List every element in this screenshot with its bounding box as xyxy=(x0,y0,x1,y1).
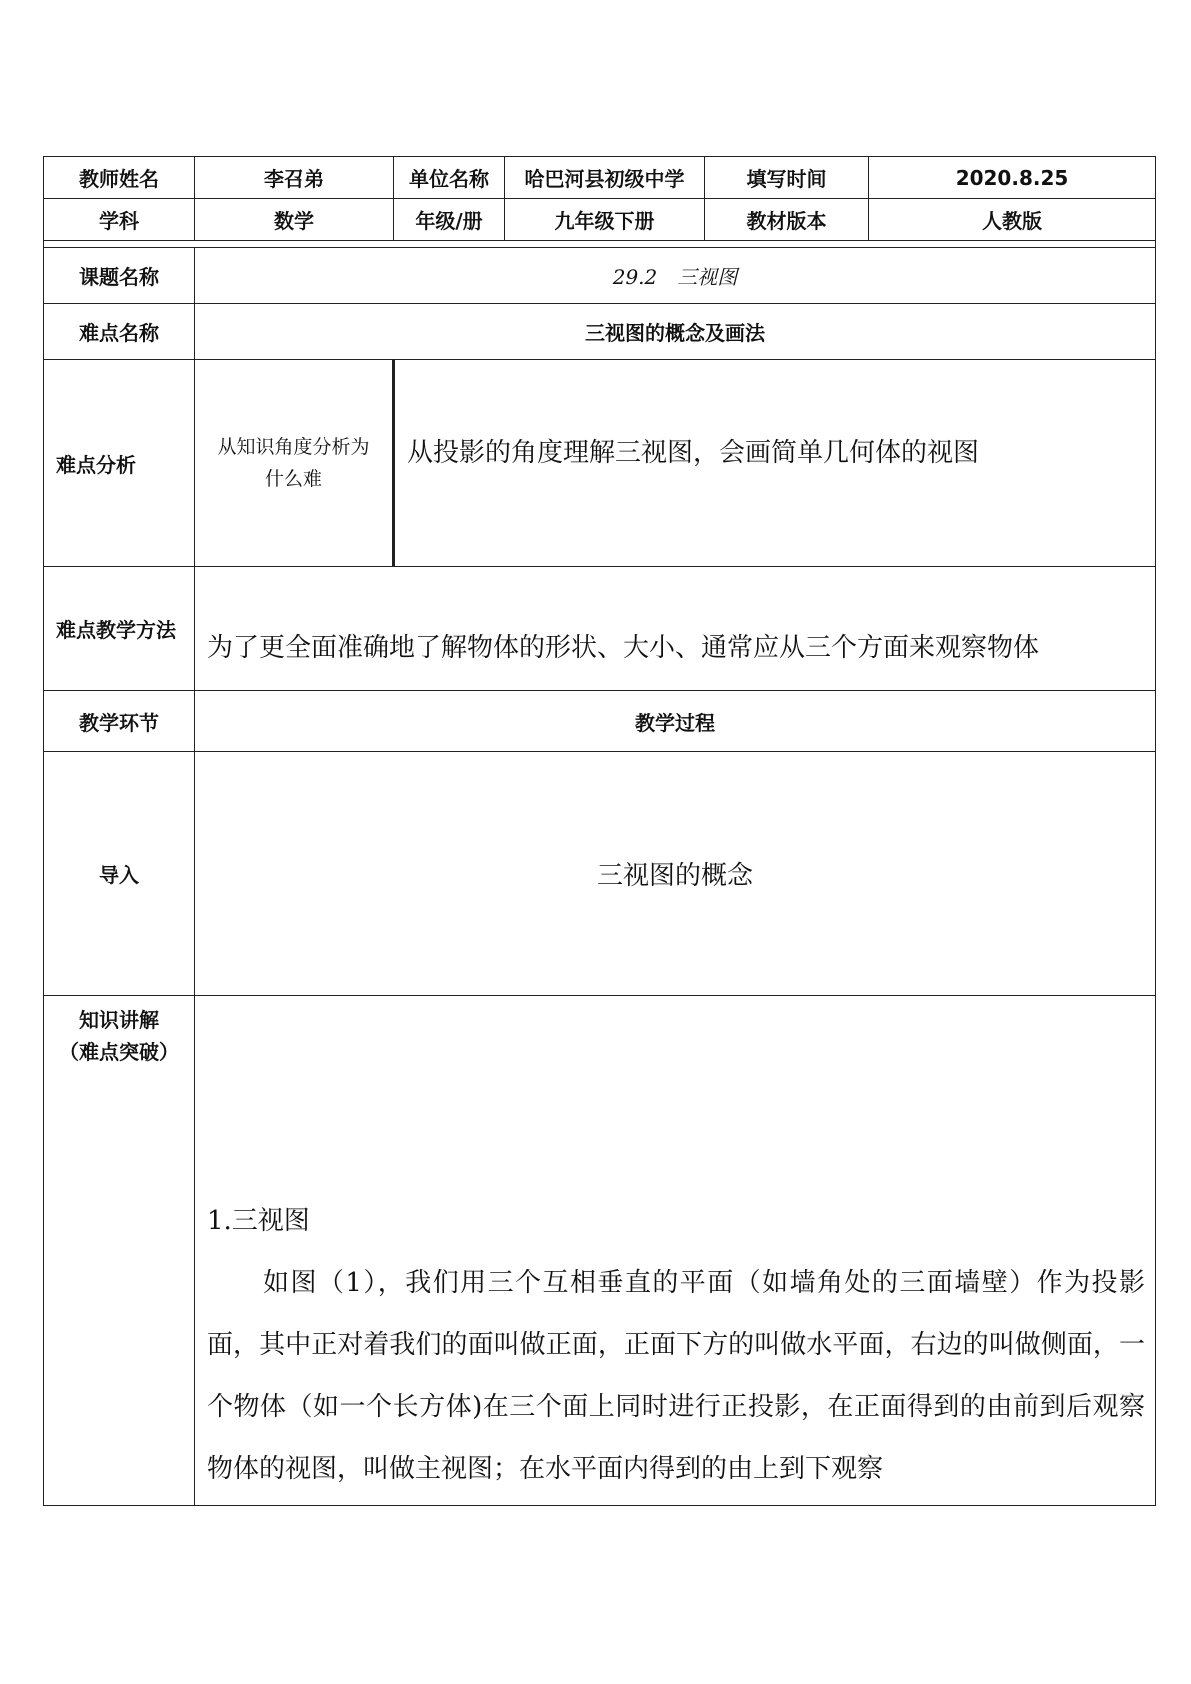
process-label: 教学环节 xyxy=(44,691,195,752)
analysis-sub-label: 从知识角度分析为什么难 xyxy=(195,360,394,567)
knowledge-label-line1: 知识讲解 xyxy=(79,1008,159,1032)
unit-label: 单位名称 xyxy=(394,157,505,199)
info-row-1 xyxy=(44,157,1156,199)
knowledge-row xyxy=(44,996,1156,1506)
topic-row xyxy=(44,248,1156,304)
unit-value: 哈巴河县初级中学 xyxy=(505,157,705,199)
grade-value: 九年级下册 xyxy=(505,199,705,241)
date-label: 填写时间 xyxy=(705,157,869,199)
method-label: 难点教学方法 xyxy=(44,567,195,691)
intro-label: 导入 xyxy=(44,752,195,996)
method-value: 为了更全面准确地了解物体的形状、大小、通常应从三个方面来观察物体 xyxy=(195,567,1156,691)
difficulty-row xyxy=(44,304,1156,360)
topic-label: 课题名称 xyxy=(44,248,195,304)
knowledge-content xyxy=(195,996,1156,1506)
lesson-plan-sheet xyxy=(43,156,1155,1506)
lesson-plan-table xyxy=(43,156,1156,1506)
difficulty-value: 三视图的概念及画法 xyxy=(195,304,1156,360)
subject-value: 数学 xyxy=(195,199,394,241)
edition-value: 人教版 xyxy=(869,199,1156,241)
analysis-value: 从投影的角度理解三视图，会画简单几何体的视图 xyxy=(394,360,1156,567)
analysis-row xyxy=(44,360,1156,567)
info-row-2 xyxy=(44,199,1156,241)
process-row xyxy=(44,691,1156,752)
topic-value: 29.2 三视图 xyxy=(195,248,1156,304)
grade-label: 年级/册 xyxy=(394,199,505,241)
analysis-label: 难点分析 xyxy=(44,360,195,567)
method-row xyxy=(44,567,1156,691)
difficulty-label: 难点名称 xyxy=(44,304,195,360)
intro-value: 三视图的概念 xyxy=(195,752,1156,996)
subject-label: 学科 xyxy=(44,199,195,241)
intro-row xyxy=(44,752,1156,996)
knowledge-paragraph: 如图（1），我们用三个互相垂直的平面（如墙角处的三面墙壁）作为投影面，其中正对着我们的面叫做正面，正面下方的叫做水平面，右边的叫做侧面，一个物体（如一个长方体)在三个面上同时进行正投影，在正面得到的由前到后观察物体的视图，叫做主视图；在水平面内得到的由上到下观察 xyxy=(207,1267,1145,1484)
knowledge-label xyxy=(44,996,195,1506)
knowledge-label-line2: （难点突破） xyxy=(59,1040,179,1064)
row-spacer xyxy=(44,241,1156,248)
date-value: 2020.8.25 xyxy=(869,157,1156,199)
teacher-label: 教师姓名 xyxy=(44,157,195,199)
edition-label: 教材版本 xyxy=(705,199,869,241)
process-value: 教学过程 xyxy=(195,691,1156,752)
teacher-value: 李召弟 xyxy=(195,157,394,199)
knowledge-heading: 1.三视图 xyxy=(207,1205,310,1236)
